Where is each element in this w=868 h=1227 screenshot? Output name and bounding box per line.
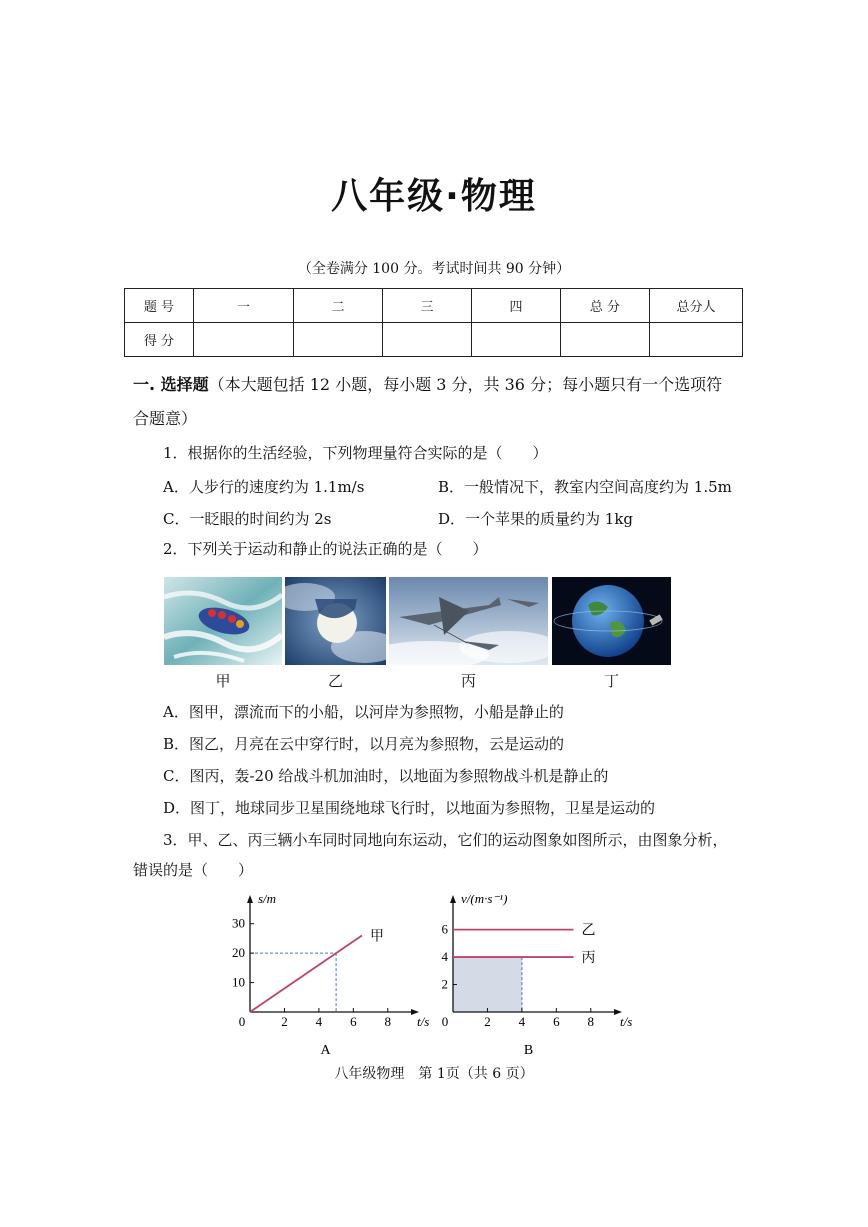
cell-part-1: 一 [194,289,294,323]
y-axis-arrow [450,895,456,903]
x-tick-label: 4 [518,1014,526,1029]
chart-caption: A [320,1043,331,1058]
series-line [250,935,362,1012]
photo-refueling [389,577,548,665]
page-footer: 八年级物理 第 1页（共 6 页） [334,1066,534,1082]
score-table [124,288,743,357]
x-axis-label: t/s [620,1014,633,1029]
q1-stem: 1．根据你的生活经验，下列物理量符合实际的是（ ） [163,444,548,462]
score-cell[interactable] [294,323,383,357]
y-tick-label: 2 [441,976,448,992]
caption-yi: 乙 [327,672,343,690]
x-tick-label: 6 [350,1014,357,1029]
y-tick-label: 4 [441,949,448,965]
q2-stem: 2．下列关于运动和静止的说法正确的是（ ） [163,540,488,558]
cell-label: 题 号 [125,289,194,323]
score-cell[interactable] [561,323,650,357]
cell-part-2: 二 [294,289,383,323]
score-table-score-row [125,323,743,357]
page-title: 八年级·物理 [331,176,537,217]
score-cell[interactable] [383,323,472,357]
series-label: 甲 [369,929,384,945]
x-tick-label: 2 [484,1014,491,1029]
y-tick-label: 10 [232,974,245,990]
cell-total: 总 分 [561,289,650,323]
y-tick-label: 30 [232,915,245,931]
q1-option-d[interactable]: D．一个苹果的质量约为 1kg [438,510,634,528]
score-table-header-row [125,289,743,323]
series-label: 丙 [581,951,596,967]
exam-note: （全卷满分 100 分。考试时间共 90 分钟） [297,261,571,277]
y-axis-arrow [247,895,253,903]
shaded-area [453,957,522,1012]
x-axis-label: t/s [417,1014,430,1029]
y-axis-label: v/(m·s⁻¹) [461,895,508,906]
photo-rafting [164,577,282,665]
series-label: 乙 [581,923,596,939]
chart-b [420,895,640,1060]
y-tick-label: 20 [232,945,245,961]
photo-moon [285,577,386,665]
cell-part-4: 四 [472,289,561,323]
section-heading [133,375,722,395]
q1-option-c[interactable]: C．一眨眼的时间约为 2s [163,510,332,528]
q3-stem: 3．甲、乙、丙三辆小车同时同地向东运动，它们的运动图象如图所示，由图象分析， [163,831,728,849]
q1-option-a[interactable]: A．人步行的速度约为 1.1m/s [163,478,365,496]
q3-stem-cont: 错误的是（ ） [133,861,254,879]
score-cell[interactable] [472,323,561,357]
score-cell[interactable] [194,323,294,357]
cell-score-label: 得 分 [125,323,194,357]
y-axis-label: s/m [258,895,277,906]
cell-part-3: 三 [383,289,472,323]
x-tick-label: 4 [315,1014,323,1029]
x-tick-label: 8 [587,1014,595,1029]
q2-option-c[interactable]: C．图丙，轰-20 给战斗机加油时，以地面为参照物战斗机是静止的 [163,767,609,785]
cell-grader: 总分人 [650,289,743,323]
q2-option-a[interactable]: A．图甲，漂流而下的小船，以河岸为参照物，小船是静止的 [163,703,564,721]
y-tick-label: 6 [441,921,448,937]
q2-option-d[interactable]: D．图丁，地球同步卫星围绕地球飞行时，以地面为参照物，卫星是运动的 [163,799,656,817]
score-cell[interactable] [650,323,743,357]
caption-bing: 丙 [460,672,476,690]
x-tick-label: 6 [553,1014,560,1029]
section-desc: （本大题包括 12 小题，每小题 3 分，共 36 分；每小题只有一个选项符 [208,375,723,394]
caption-jia: 甲 [215,672,231,690]
q2-option-b[interactable]: B．图乙，月亮在云中穿行时，以月亮为参照物，云是运动的 [163,735,565,753]
x-tick-label: 0 [238,1014,246,1029]
photo-earth-satellite [552,577,671,665]
section-desc-cont: 合题意） [133,409,198,428]
caption-ding: 丁 [603,672,619,690]
q1-option-b[interactable]: B．一般情况下，教室内空间高度约为 1.5m [438,478,732,496]
x-tick-label: 2 [281,1014,288,1029]
chart-a [210,895,430,1060]
x-tick-label: 8 [384,1014,392,1029]
section-title: 一. 选择题 [133,375,209,394]
x-tick-label: 0 [441,1014,449,1029]
chart-caption: B [523,1043,534,1058]
